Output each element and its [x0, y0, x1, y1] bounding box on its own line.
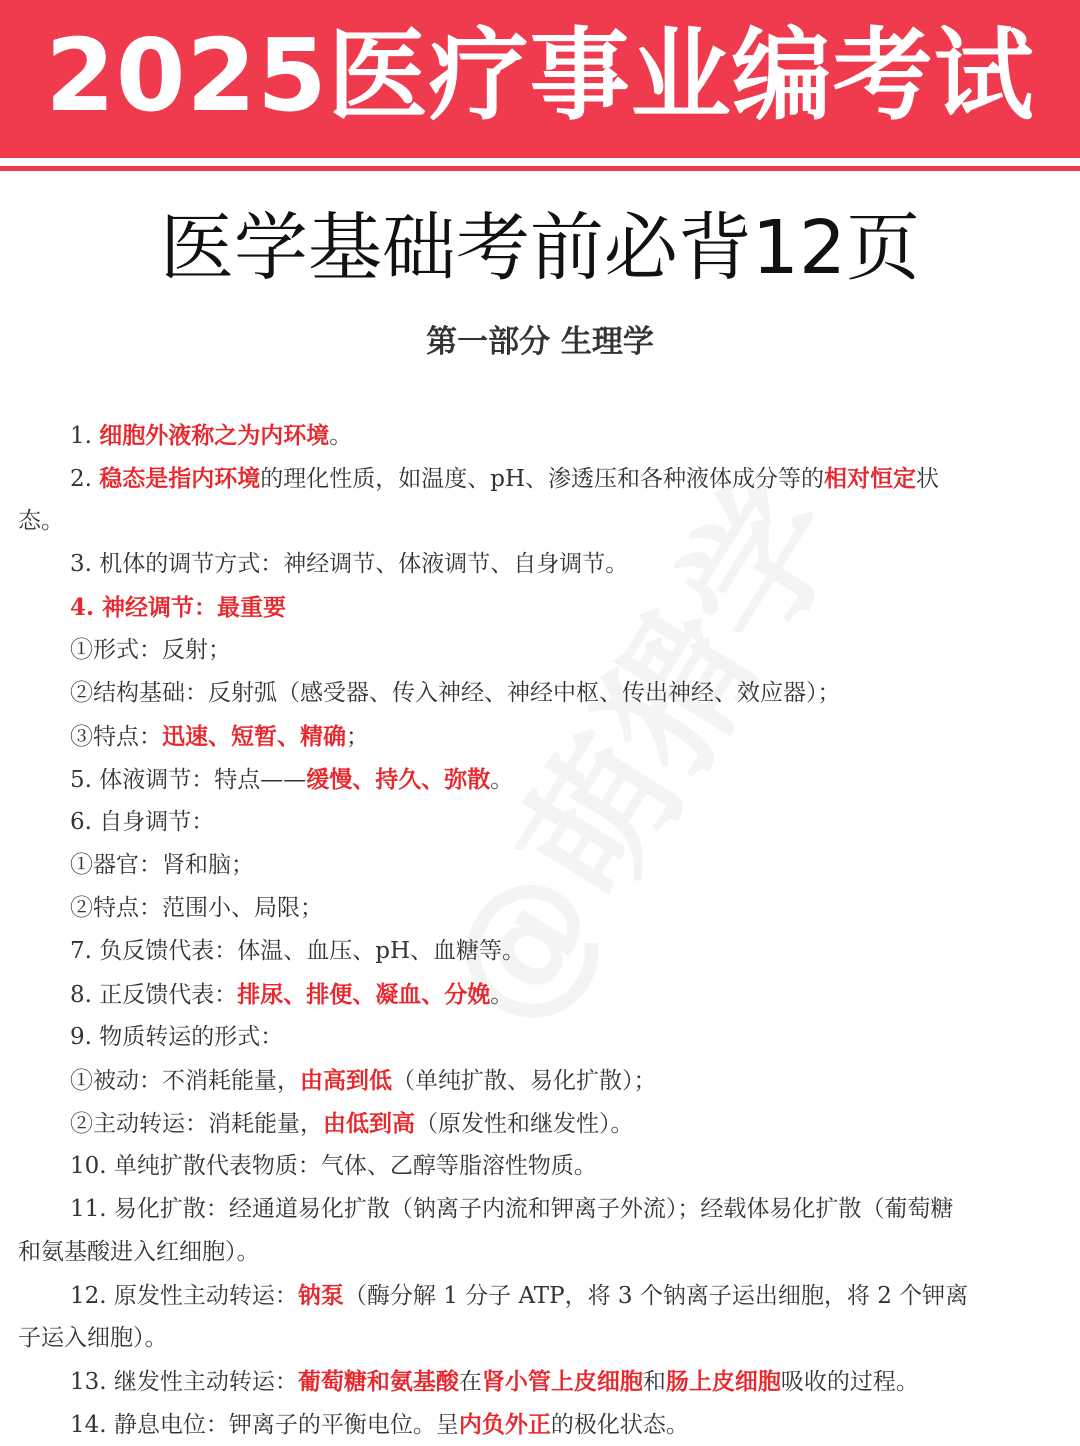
list-item-2-continued: [18, 500, 1064, 543]
item-number: 14.: [70, 1412, 114, 1438]
list-item-8: [18, 973, 1064, 1016]
list-item-6: [18, 801, 1064, 844]
item-text: 的理化性质，如温度、pH、渗透压和各种液体成分等的: [260, 466, 825, 492]
page-subtitle: 医学基础考前必背12页: [159, 205, 921, 291]
item-number: 4.: [70, 594, 103, 621]
item-text: 。: [329, 423, 353, 449]
list-item-12-continued: [18, 1317, 1064, 1360]
item-text: 机体的调节方式：神经调节、体液调节、自身调节。: [99, 551, 629, 577]
item-text: 单纯扩散代表物质：气体、乙醇等脂溶性物质。: [113, 1153, 597, 1179]
highlight-text: 由低到高: [323, 1110, 415, 1137]
list-item-11-continued: [18, 1231, 1064, 1274]
item-number: 6.: [70, 809, 100, 835]
list-item-1: [18, 414, 1064, 457]
item-text: ①形式：反射；: [70, 637, 231, 663]
item-number: 7.: [70, 938, 100, 964]
highlight-text: 肠上皮细胞: [665, 1368, 781, 1395]
list-item-11: [18, 1188, 1064, 1231]
highlight-text: 相对恒定: [824, 465, 917, 492]
item-text: ；: [346, 724, 369, 750]
list-item-6-sub-2: [18, 887, 1064, 930]
item-number: 12.: [70, 1283, 114, 1309]
list-item-10: [18, 1145, 1064, 1188]
note-content: [18, 414, 1064, 1446]
item-text: ②结构基础：反射弧（感受器、传入神经、神经中枢、传出神经、效应器）；: [70, 680, 841, 706]
list-item-12: [18, 1274, 1064, 1317]
item-text: 子运入细胞）。: [18, 1325, 168, 1351]
list-item-9-sub-1: [18, 1059, 1064, 1102]
item-text: 和氨基酸进入红细胞）。: [18, 1239, 260, 1265]
item-text: 吸收的过程。: [780, 1369, 919, 1395]
highlight-text: 葡萄糖和氨基酸: [297, 1368, 459, 1395]
list-item-7: [18, 930, 1064, 973]
highlight-text: 钠泵: [297, 1282, 344, 1309]
item-text: 体液调节：特点——: [99, 767, 307, 793]
item-number: 3.: [70, 551, 100, 577]
item-text: 。: [490, 982, 514, 1008]
item-text: ②特点：范围小、局限；: [70, 895, 323, 921]
item-number: 2.: [70, 466, 100, 492]
item-text: （酶分解 1 分子 ATP，将 3 个钠离子运出细胞，将 2 个钾离: [343, 1283, 969, 1309]
highlight-text: 迅速、短暂、精确: [162, 723, 346, 750]
list-item-4-sub-2: [18, 672, 1064, 715]
section-title: 第一部分 生理学: [426, 324, 654, 360]
list-item-9: [18, 1016, 1064, 1059]
item-text: 易化扩散：经通道易化扩散（钠离子内流和钾离子外流）；经载体易化扩散（葡萄糖: [113, 1196, 954, 1222]
item-number: 13.: [70, 1369, 114, 1395]
item-number: 8.: [70, 982, 100, 1008]
item-number: 1.: [70, 423, 100, 449]
item-text: 状: [916, 466, 940, 492]
highlight-text: 细胞外液称之为内环境: [99, 422, 330, 449]
item-text: 静息电位：钾离子的平衡电位。呈: [113, 1412, 459, 1438]
item-text: ②主动转运：消耗能量，: [70, 1111, 323, 1137]
list-item-9-sub-2: [18, 1102, 1064, 1145]
highlight-text: 排尿、排便、凝血、分娩: [237, 981, 491, 1008]
item-number: 11.: [70, 1196, 114, 1222]
banner-title: 2025医疗事业编考试: [45, 17, 1035, 134]
item-text: 自身调节：: [99, 809, 215, 835]
item-number: 10.: [70, 1153, 114, 1179]
item-text: 原发性主动转运：: [113, 1283, 298, 1309]
list-item-2: [18, 457, 1064, 500]
highlight-text: 缓慢、持久、弥散: [306, 766, 491, 793]
item-number: 9.: [70, 1024, 100, 1050]
item-text: （原发性和继发性）。: [415, 1111, 634, 1137]
item-text: 的极化状态。: [550, 1412, 689, 1438]
title-banner: [0, 0, 1080, 158]
list-item-4: [18, 586, 1064, 629]
item-text: 态。: [18, 508, 64, 534]
item-text: ③特点：: [70, 724, 162, 750]
item-text: 和: [642, 1369, 666, 1395]
highlight-text: 内负外正: [458, 1411, 551, 1438]
list-item-4-sub-1: [18, 629, 1064, 672]
list-item-4-sub-3: [18, 715, 1064, 758]
item-text: 负反馈代表：体温、血压、pH、血糖等。: [99, 938, 526, 964]
list-item-3: [18, 543, 1064, 586]
banner-divider: [0, 166, 1080, 171]
item-text: 物质转运的形式：: [99, 1024, 284, 1050]
item-text: 在: [458, 1369, 482, 1395]
list-item-6-sub-1: [18, 844, 1064, 887]
highlight-text: 神经调节：最重要: [102, 594, 287, 621]
highlight-text: 由高到低: [300, 1067, 392, 1094]
list-item-5: [18, 758, 1064, 801]
item-number: 5.: [70, 767, 100, 793]
item-text: 正反馈代表：: [99, 982, 238, 1008]
item-text: 继发性主动转运：: [113, 1369, 298, 1395]
highlight-text: 肾小管上皮细胞: [481, 1368, 643, 1395]
item-text: 。: [490, 767, 514, 793]
list-item-13: [18, 1360, 1064, 1403]
item-text: （单纯扩散、易化扩散）；: [392, 1068, 657, 1094]
highlight-text: 稳态是指内环境: [99, 465, 261, 492]
item-text: ①被动：不消耗能量，: [70, 1068, 300, 1094]
item-text: ①器官：肾和脑；: [70, 852, 254, 878]
